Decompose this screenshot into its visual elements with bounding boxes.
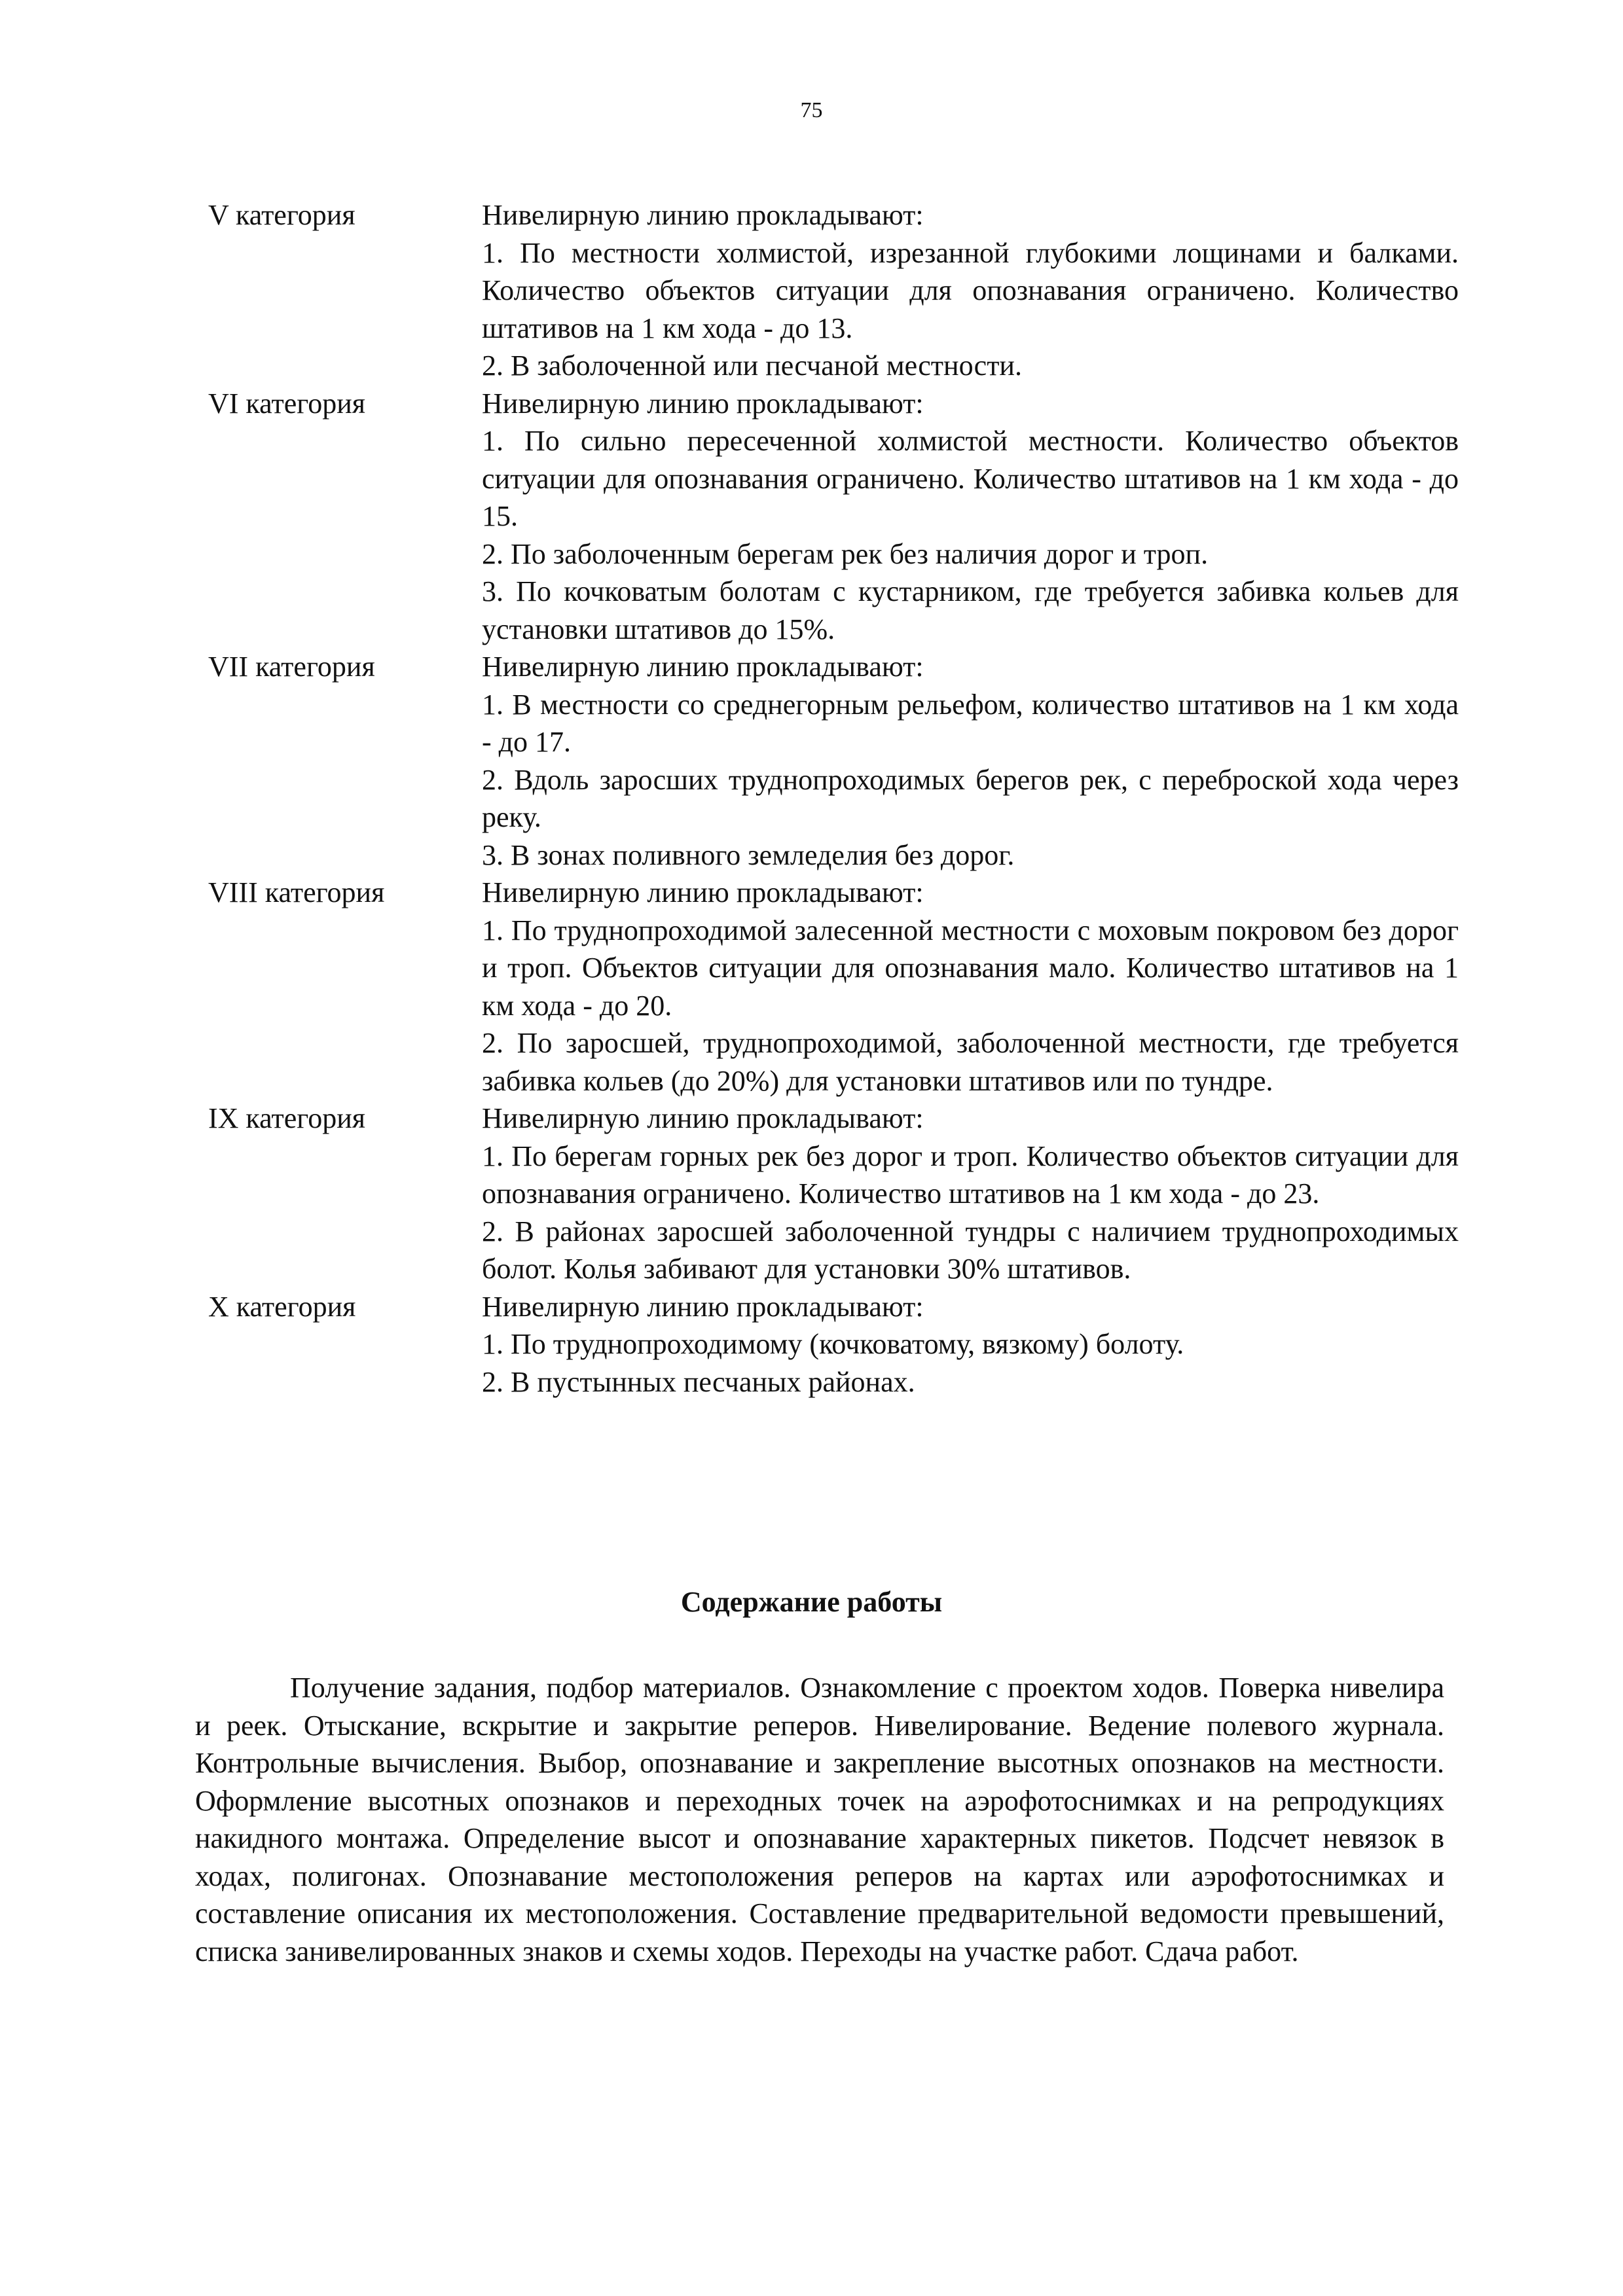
category-line: 1. По труднопроходимой залесенной местности с моховым покровом без дорог и троп. Объектов ситуации для опознавания мало. Количество штативов на 1 км хода - до 20. — [482, 914, 1459, 1022]
content-paragraph: Получение задания, подбор материалов. Ознакомление с проектом ходов. Поверка нивелира и реек. Отыскание, вскрытие и закрытие реперов. Нивелирование. Ведение полевого журнала. Контрольные вычисления. Выбор, опознавание и закрепление высотных опознаков на местности. Оформление высотных опознаков и переходных точек на аэрофотоснимках и на репродукциях накидного монтажа. Определение высот и опознавание характерных пикетов. Подсчет невязок в ходах, полигонах. Опознавание местоположения реперов на картах или аэрофотоснимках и составление описания их местоположения. Составление предварительной ведомости превышений, списка занивелированных знаков и схемы ходов. Переходы на участке работ. Сдача работ. — [195, 1672, 1444, 1967]
category-vi — [208, 385, 1459, 649]
section-title: Содержание работы — [680, 1586, 943, 1618]
category-line: 1. По труднопроходимому (кочковатому, вязкому) болоту. — [482, 1328, 1184, 1360]
category-line: 3. В зонах поливного земледелия без дорог. — [482, 838, 1015, 871]
category-line: 1. По сильно пересеченной холмистой местности. Количество объектов ситуации для опознавания ограничено. Количество штативов на 1 км хода - до 15. — [482, 425, 1459, 532]
category-description — [482, 1288, 1459, 1401]
category-list — [208, 196, 1459, 1401]
category-label: VI категория — [208, 387, 366, 420]
category-label: V категория — [208, 199, 356, 231]
category-label: VIII категория — [208, 876, 385, 908]
category-line: 1. В местности со среднегорным рельефом, количество штативов на 1 км хода - до 17. — [482, 688, 1459, 758]
category-label: IX категория — [208, 1102, 366, 1134]
category-ix — [208, 1100, 1459, 1288]
category-description — [482, 385, 1459, 649]
category-description — [482, 196, 1459, 385]
category-description — [482, 874, 1459, 1100]
category-line: 3. По кочковатым болотам с кустарником, где требуется забивка кольев для установки штативов до 15%. — [482, 575, 1459, 645]
category-viii — [208, 874, 1459, 1100]
category-vii — [208, 648, 1459, 874]
category-line: 2. По заросшей, труднопроходимой, заболоченной местности, где требуется забивка кольев (до 20%) для установки штативов или по тундре. — [482, 1027, 1459, 1097]
category-line: 2. По заболоченным берегам рек без наличия дорог и троп. — [482, 537, 1209, 570]
category-line: 2. В пустынных песчаных районах. — [482, 1365, 915, 1398]
category-line: 2. В районах заросшей заболоченной тундры с наличием труднопроходимых болот. Колья забивают для установки 30% штативов. — [482, 1215, 1459, 1285]
category-line: 1. По берегам горных рек без дорог и троп. Количество объектов ситуации для опознавания ограничено. Количество штативов на 1 км хода - до 23. — [482, 1139, 1459, 1210]
category-x — [208, 1288, 1459, 1401]
category-line: Нивелирную линию прокладывают: — [482, 1290, 924, 1323]
category-label: VII категория — [208, 651, 375, 683]
category-line: Нивелирную линию прокладывают: — [482, 876, 924, 908]
category-line: Нивелирную линию прокладывают: — [482, 387, 924, 420]
category-label: X категория — [208, 1290, 356, 1323]
category-line: Нивелирную линию прокладывают: — [482, 1102, 924, 1134]
category-line: 2. Вдоль заросших труднопроходимых берегов рек, с переброской хода через реку. — [482, 763, 1459, 833]
category-line: Нивелирную линию прокладывают: — [482, 199, 924, 231]
category-line: Нивелирную линию прокладывают: — [482, 651, 924, 683]
category-description — [482, 648, 1459, 874]
category-line: 2. В заболоченной или песчаной местности. — [482, 350, 1022, 382]
category-description — [482, 1100, 1459, 1288]
page-number: 75 — [800, 98, 823, 122]
category-line: 1. По местности холмистой, изрезанной глубокими лощинами и балками. Количество объектов ситуации для опознавания ограничено. Количество штативов на 1 км хода - до 13. — [482, 236, 1459, 344]
category-v — [208, 196, 1459, 385]
